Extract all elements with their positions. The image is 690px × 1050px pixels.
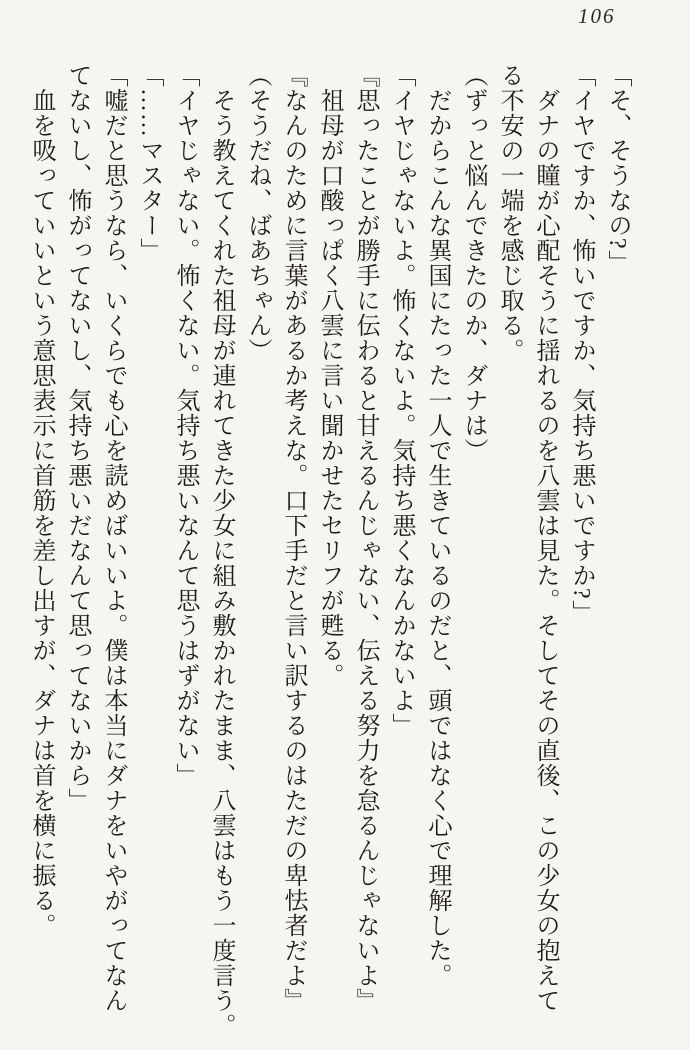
text-line: 血を吸っていいという意思表示に首筋を差し出すが、ダナは首を横に振る。 <box>28 63 54 938</box>
page-number: 106 <box>578 4 616 28</box>
text-line: 「イヤですか、怖いですか、気持ち悪いですか?」 <box>568 63 594 625</box>
text-line: ダナの瞳が心配そうに揺れるのを八雲は見た。そしてその直後、この少女の抱えて <box>532 63 558 1013</box>
text-line: （そうだね、ばあちゃん） <box>244 63 270 363</box>
body-text <box>23 63 635 1038</box>
text-line: 「イヤじゃないよ。怖くないよ。気持ち悪くなんかないよ」 <box>388 63 414 738</box>
text-line: てないし、怖がってないし、気持ち悪いだなんて思ってないから」 <box>64 63 90 813</box>
text-line: そう教えてくれた祖母が連れてきた少女に組み敷かれたまま、八雲はもう一度言う。 <box>208 63 234 1038</box>
text-line: 『思ったことが勝手に伝わると甘えるんじゃない、伝える努力を怠るんじゃないよ』 <box>352 63 378 1013</box>
text-line: る不安の一端を感じ取る。 <box>496 63 522 363</box>
text-line: 祖母が口酸っぱく八雲に言い聞かせたセリフが甦る。 <box>316 63 342 688</box>
text-line: 『なんのために言葉があるか考えな。口下手だと言い訳するのはただの卑怯者だよ』 <box>280 63 306 1013</box>
text-line: 「そ、そうなの?」 <box>604 63 630 275</box>
text-line: だからこんな異国にたった一人で生きているのだと、頭ではなく心で理解した。 <box>424 63 450 988</box>
text-line: 「嘘だと思うなら、いくらでも心を読めばいいよ。僕は本当にダナをいやがってなん <box>100 63 126 1013</box>
text-line: 「イヤじゃない。怖くない。気持ち悪いなんて思うはずがない」 <box>172 63 198 788</box>
text-line: （ずっと悩んできたのか、ダナは） <box>460 63 486 463</box>
text-line: 「……マスター」 <box>136 63 162 263</box>
